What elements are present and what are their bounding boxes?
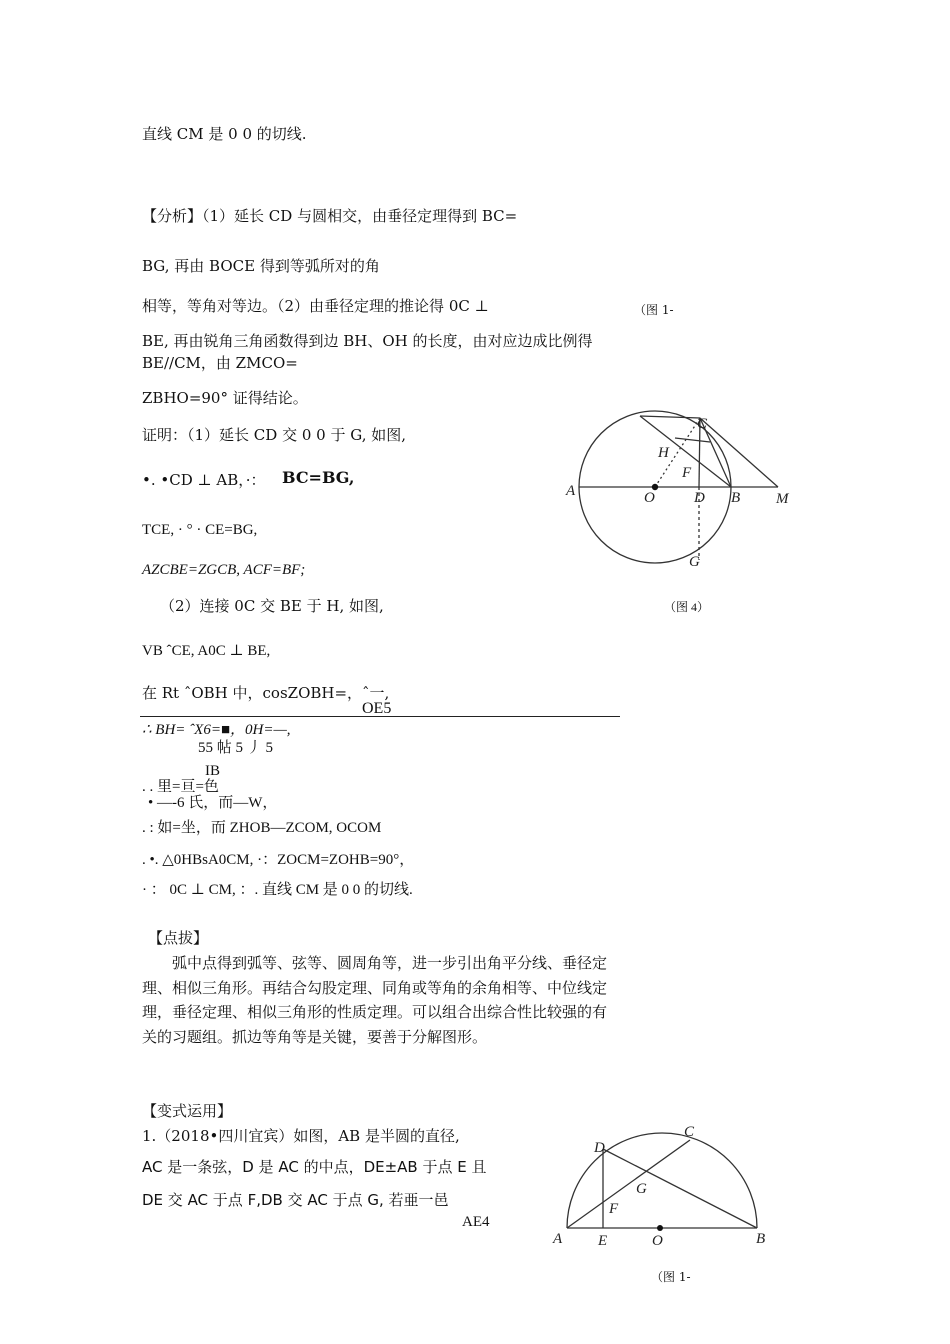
label-b: B — [731, 490, 741, 506]
line-tangent-conclusion: 直线 CM 是 0 0 的切线. — [142, 125, 307, 143]
label-o2: O — [652, 1233, 663, 1249]
chord-db — [603, 1149, 757, 1228]
fraction-ib: IB — [205, 763, 220, 779]
label-c: C — [697, 416, 708, 432]
analysis-line-6: ZBHO=90° 证得结论。 — [142, 389, 308, 407]
label-m: M — [776, 491, 789, 507]
center-point-o2 — [657, 1225, 663, 1231]
label-e2: E — [598, 1233, 608, 1249]
label-a: A — [566, 483, 576, 499]
figure-caption-top: （图 1- — [634, 303, 674, 317]
proof-line-2: •. •CD ⊥ AB，·： — [142, 471, 266, 489]
label-b2: B — [756, 1231, 766, 1247]
proof-line-8: 55 帖 5 丿 5 — [198, 740, 274, 756]
proof-line-9: . . 里=亘=色 — [142, 779, 219, 795]
label-g: G — [689, 554, 700, 570]
label-f: F — [682, 465, 692, 481]
proof-line-7: ∴ BH= ˆX6=■，0H=—, — [142, 722, 291, 738]
proof-line-12: . •. △0HBsA0CM, ·：ZOCM=ZOHB=90°， — [142, 852, 415, 868]
exercise-fraction: AE4 — [462, 1214, 490, 1230]
exercise-line-3: DE 交 AC 于点 F,DB 交 AC 于点 G, 若亜一邑 — [142, 1191, 449, 1209]
variant-heading: 【变式运用】 — [142, 1102, 233, 1120]
figure-1-caption: （图 4） — [664, 600, 710, 614]
label-o: O — [644, 490, 655, 506]
proof-line-4: AZCBE=ZGCB, ACF=BF; — [142, 562, 306, 578]
proof-line-1: 证明：（1）延长 CD 交 0 0 于 G, 如图, — [142, 426, 406, 444]
analysis-line-5: BE//CM，由 ZMCO= — [142, 354, 298, 372]
proof-line-5: VB ˆCE, A0C ⊥ BE, — [142, 643, 271, 659]
analysis-line-3: 相等，等角对等边。（2）由垂径定理的推论得 0C ⊥ — [142, 297, 489, 315]
proof-line-2-bold: BC=BG, — [282, 468, 355, 487]
exercise-line-1: 1.（2018•四川宜宾）如图，AB 是半圆的直径, — [142, 1127, 460, 1145]
fraction-denominator: OE5 — [362, 700, 392, 717]
proof-part2-line: （2）连接 0C 交 BE 于 H, 如图, — [160, 597, 384, 615]
exercise-line-2: AC 是一条弦，D 是 AC 的中点，DE±AB 于点 E 且 — [142, 1158, 487, 1176]
analysis-line-2: BG, 再由 BOCE 得到等弧所对的角 — [142, 257, 380, 275]
label-g2: G — [636, 1181, 647, 1197]
proof-line-3: TCE, · ° · CE=BG, — [142, 522, 258, 538]
analysis-heading-line: 【分析】（1）延长 CD 与圆相交，由垂径定理得到 BC= — [142, 207, 518, 225]
proof-line-10: • —-6 氏，而—W， — [148, 795, 278, 811]
proof-line-11: . : 如=坐，而 ZHOB—ZCOM, OCOM — [142, 820, 382, 836]
tips-heading: 【点拔】 — [148, 929, 209, 947]
analysis-line-4: BE, 再由锐角三角函数得到边 BH、OH 的长度，由对应边成比例得 — [142, 332, 593, 350]
label-h: H — [658, 445, 669, 461]
proof-line-13: · ： 0C ⊥ CM, ：. 直线 CM 是 0 0 的切线. — [142, 882, 413, 898]
label-d2: D — [594, 1140, 605, 1156]
tips-paragraph: 弧中点得到弧等、弦等、圆周角等，进一步引出角平分线、垂径定理、相似三角形。再结合勾股定理、同角或等角的余角相等、中位线定理，垂径定理、相似三角形的性质定理。可以组合出综合性比较强的有关的习题组。抓边等角等是关键，要善于分解图形。 — [142, 954, 608, 1046]
proof-line-6: 在 Rt ˆOBH 中，cosZOBH=，ˆ一, — [142, 684, 390, 702]
label-f2: F — [609, 1201, 619, 1217]
label-d: D — [694, 490, 705, 506]
figure-2-caption: （图 1- — [651, 1270, 691, 1284]
label-a2: A — [553, 1231, 563, 1247]
label-c2: C — [684, 1124, 695, 1140]
